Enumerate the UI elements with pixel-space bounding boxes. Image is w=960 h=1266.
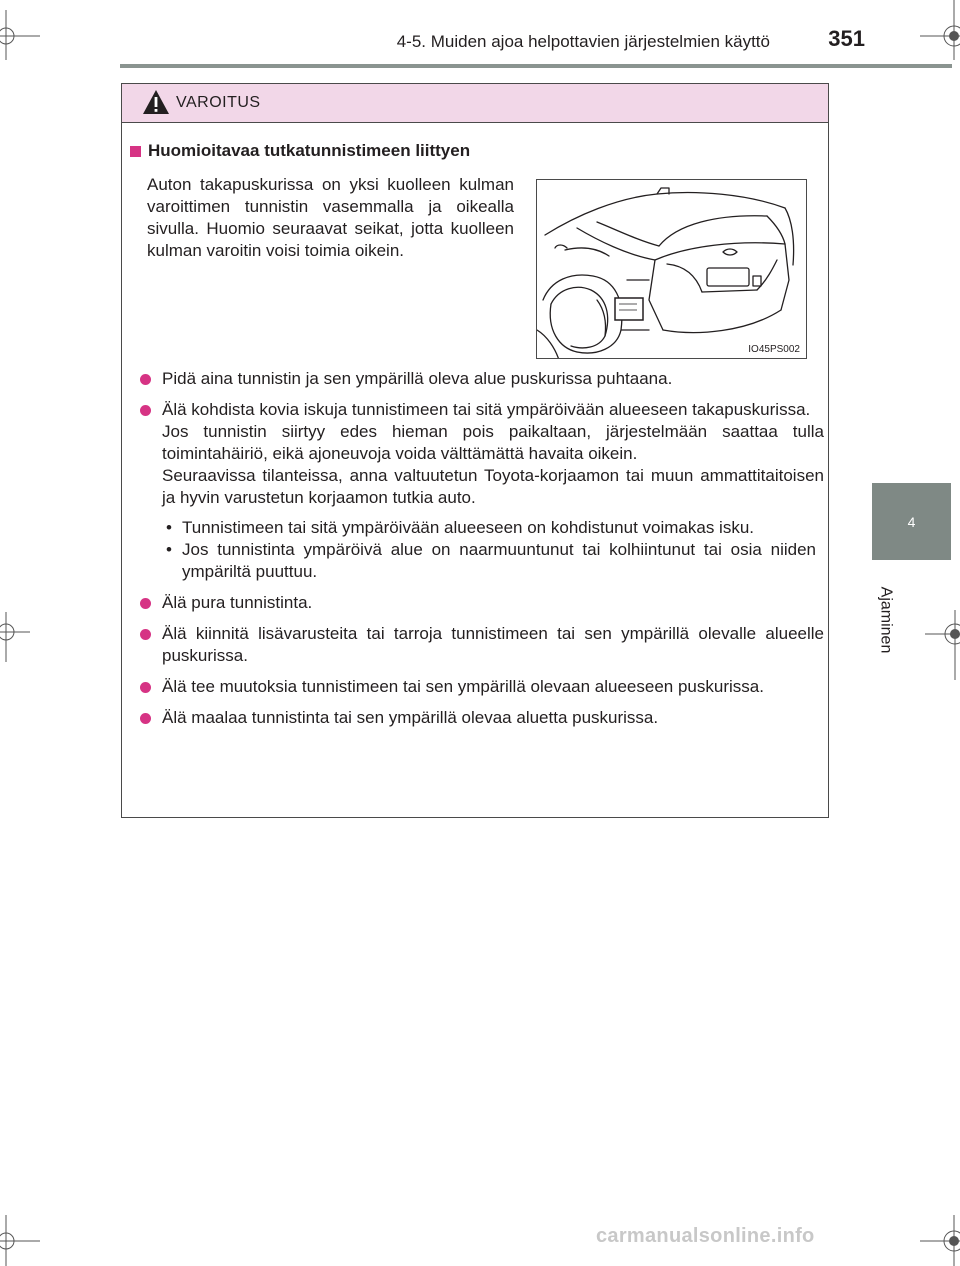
chapter-label: [855, 586, 915, 654]
warning-title: VAROITUS: [176, 94, 261, 111]
sub-bullet-icon: •: [166, 518, 172, 537]
bullet-list: [138, 368, 824, 738]
list-item: [138, 592, 824, 614]
list-item-text: Älä pura tunnistinta.: [162, 593, 313, 612]
sub-bullet-icon: •: [166, 540, 172, 559]
list-item: [138, 707, 824, 729]
car-rear-figure: [536, 179, 807, 359]
list-item-text: Älä maalaa tunnistinta tai sen ympärillä olevaa aluetta puskurissa.: [162, 708, 659, 727]
sub-list-item: [162, 517, 816, 539]
sub-list-item: [162, 539, 816, 583]
page-number: 351: [828, 26, 865, 51]
list-item: [138, 399, 824, 583]
section-heading: [130, 141, 470, 161]
list-item-continuation: Seuraavissa tilanteissa, anna valtuutetun Toyota-korjaamon tai muun ammattitaitoisen ja hyvin varustetun korjaamon tutkia auto.: [162, 466, 824, 507]
list-item-text: Älä kohdista kovia iskuja tunnistimeen tai sitä ympäröivään alueeseen takapuskurissa.: [162, 400, 811, 419]
sub-list: [162, 517, 824, 583]
list-item-continuation: Jos tunnistin siirtyy edes hieman pois paikaltaan, järjestelmään saattaa tulla toimintahäiriö, eikä ajoneuvoja voida välttämättä havaita oikein.: [162, 422, 824, 463]
sub-list-item-text: Jos tunnistinta ympäröivä alue on naarmuuntunut tai kolhiintunut tai osia niiden ympäriltä puuttuu.: [182, 540, 816, 581]
crop-mark-top-right: [920, 0, 960, 60]
list-item-text: Älä kiinnitä lisävarusteita tai tarroja tunnistimeen tai sen ympärillä olevalle alueelle puskurissa.: [162, 624, 824, 665]
chapter-number: 4: [907, 513, 916, 530]
figure-caption: IO45PS002: [748, 344, 800, 355]
crop-mark-mid-left: [0, 612, 30, 662]
crop-mark-bottom-right: [920, 1215, 960, 1266]
bullet-dot-icon: [140, 629, 151, 640]
bullet-dot-icon: [140, 713, 151, 724]
crop-mark-top-left: [0, 0, 40, 60]
list-item-text: Älä tee muutoksia tunnistimeen tai sen ympärillä olevaan alueeseen puskurissa.: [162, 677, 764, 696]
crop-mark-mid-right: [925, 610, 960, 680]
bullet-dot-icon: [140, 405, 151, 416]
header-title: 4-5. Muiden ajoa helpottavien järjestelmien käyttö: [396, 32, 770, 51]
warning-box: [121, 83, 829, 818]
warning-header: [122, 84, 828, 123]
watermark: carmanualsonline.info: [596, 1225, 815, 1247]
list-item: [138, 676, 824, 698]
bullet-dot-icon: [140, 374, 151, 385]
crop-mark-bottom-left: [0, 1215, 40, 1266]
list-item-text: Pidä aina tunnistin ja sen ympärillä oleva alue puskurissa puhtaana.: [162, 369, 673, 388]
square-bullet-icon: [130, 146, 141, 157]
intro-text: Auton takapuskurissa on yksi kuolleen kulman varoittimen tunnistin vasemmalla ja oikealla sivulla. Huomio seuraavat seikat, jotta kuolleen kulman varoitin voisi toimia oikein.: [147, 175, 514, 260]
list-item: [138, 368, 824, 390]
header-rule: [120, 64, 952, 68]
chapter-tab: [872, 483, 951, 560]
sub-list-item-text: Tunnistimeen tai sitä ympäröivään alueeseen on kohdistunut voimakas isku.: [182, 518, 755, 537]
warning-triangle-icon: [142, 89, 170, 120]
chapter-label-text: Ajaminen: [877, 586, 895, 654]
section-heading-text: Huomioitavaa tutkatunnistimeen liittyen: [148, 141, 471, 160]
bullet-dot-icon: [140, 682, 151, 693]
bullet-dot-icon: [140, 598, 151, 609]
list-item: [138, 623, 824, 667]
car-rear-illustration: [537, 180, 807, 359]
